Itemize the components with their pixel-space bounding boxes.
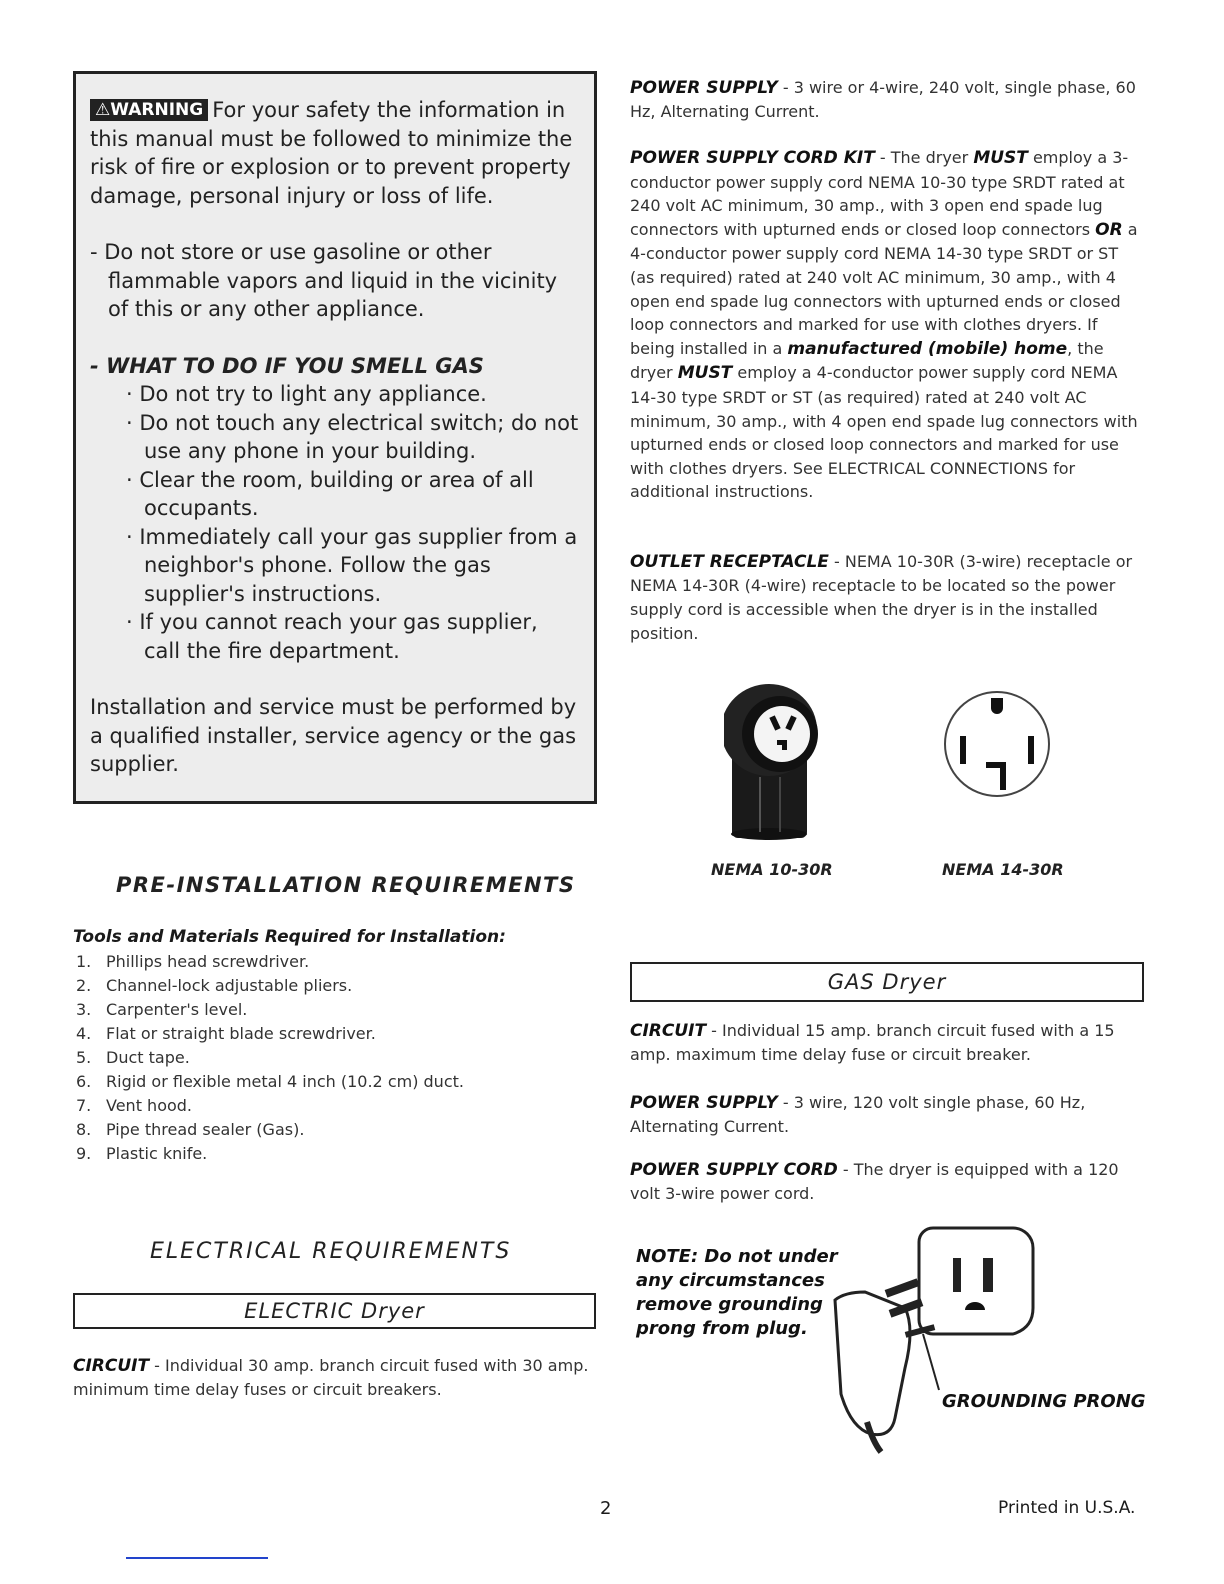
grounding-plug-icon [815,1222,1055,1462]
list-item: 4. Flat or straight blade screwdriver. [76,1024,376,1043]
printed-in: Printed in U.S.A. [998,1498,1136,1518]
warning-badge: ⚠WARNING [90,99,208,121]
outlet-receptacle: OUTLET RECEPTACLE - NEMA 10-30R (3-wire) receptacle or NEMA 14-30R (4-wire) receptacle to be located so the power supply cord is accessible when the dryer is in the installed position. [630,552,1133,643]
divider [126,1557,268,1559]
page-number: 2 [600,1498,612,1519]
nema-10-30r-caption: NEMA 10-30R [711,860,833,879]
list-item: 5. Duct tape. [76,1048,190,1067]
warning-service: Installation and service must be performed by a qualified installer, service agency or the gas supplier. [90,695,577,776]
grounding-prong-label: GROUNDING PRONG [942,1391,1146,1412]
power-supply: POWER SUPPLY - 3 wire or 4-wire, 240 volt, single phase, 60 Hz, Alternating Current. [630,78,1136,121]
gas-circuit: CIRCUIT - Individual 15 amp. branch circuit fused with a 15 amp. maximum time delay fuse or circuit breaker. [630,1021,1115,1064]
list-item: 6. Rigid or flexible metal 4 inch (10.2 cm) duct. [76,1072,464,1091]
electric-dryer-box: ELECTRIC Dryer [73,1293,596,1329]
pre-install-title: PRE-INSTALLATION REQUIREMENTS [116,873,576,897]
gas-power-cord: POWER SUPPLY CORD - The dryer is equipped with a 120 volt 3-wire power cord. [630,1160,1119,1203]
warning-intro [90,96,580,210]
warning-box [73,71,597,804]
list-item: 1. Phillips head screwdriver. [76,952,310,971]
power-cord-kit: POWER SUPPLY CORD KIT - The dryer MUST employ a 3-conductor power supply cord NEMA 10-30 type SRDT rated at 240 volt AC minimum, 30 amp., with 3 open end spade lug connectors with upturned ends or closed loop connectors OR a 4-conductor power supply cord NEMA 14-30 type SRDT or ST (as required) rated at 240 volt AC minimum, 30 amp., with 4 open end spade lug connectors with upturned ends or closed loop connectors and marked for use with clothes dryers. If being installed in a manufactured (mobile) home, the dryer MUST employ a 4-conductor power supply cord NEMA 14-30 type SRDT or ST (as required) rated at 240 volt AC minimum, 30 amp., with 4 open end spade lug connectors with upturned ends or closed loop connectors and marked for use with clothes dryers. See ELECTRICAL CONNECTIONS for additional instructions. [630,148,1138,502]
nema-10-30r-icon [724,682,834,842]
list-item: 8. Pipe thread sealer (Gas). [76,1120,305,1139]
gas-dryer-box: GAS Dryer [630,962,1144,1002]
warning-intro-text: For your safety the information in this manual must be followed to minimize the risk of fire or explosion or to prevent property damage, personal injury or loss of life. [90,98,573,208]
gas-heading: - WHAT TO DO IF YOU SMELL GAS [90,353,484,378]
list-item: 9. Plastic knife. [76,1144,208,1163]
gas-item: · Do not touch any electrical switch; do not use any phone in your building. [126,410,579,463]
electric-circuit: CIRCUIT - Individual 30 amp. branch circuit fused with 30 amp. minimum time delay fuses or circuit breakers. [73,1356,589,1399]
gas-item: · If you cannot reach your gas supplier, call the fire department. [126,610,538,663]
grounding-note: NOTE: Do not under any circumstances remove grounding prong from plug. [636,1246,838,1339]
nema-14-30r-icon [944,684,1054,804]
tools-list [76,950,464,1166]
nema-14-30r-caption: NEMA 14-30R [942,860,1064,879]
gas-power-supply: POWER SUPPLY - 3 wire, 120 volt single phase, 60 Hz, Alternating Current. [630,1093,1086,1136]
gas-item: · Immediately call your gas supplier from a neighbor's phone. Follow the gas supplier's instructions. [126,524,578,606]
electrical-title: ELECTRICAL REQUIREMENTS [150,1239,512,1264]
gas-item: · Clear the room, building or area of all occupants. [126,467,534,520]
warning-store: - Do not store or use gasoline or other flammable vapors and liquid in the vicinity of this or any other appliance. [90,240,558,321]
list-item: 7. Vent hood. [76,1096,193,1115]
list-item: 2. Channel-lock adjustable pliers. [76,976,353,995]
tools-heading: Tools and Materials Required for Installation: [73,927,506,947]
gas-item: · Do not try to light any appliance. [126,382,487,406]
list-item: 3. Carpenter's level. [76,1000,248,1019]
